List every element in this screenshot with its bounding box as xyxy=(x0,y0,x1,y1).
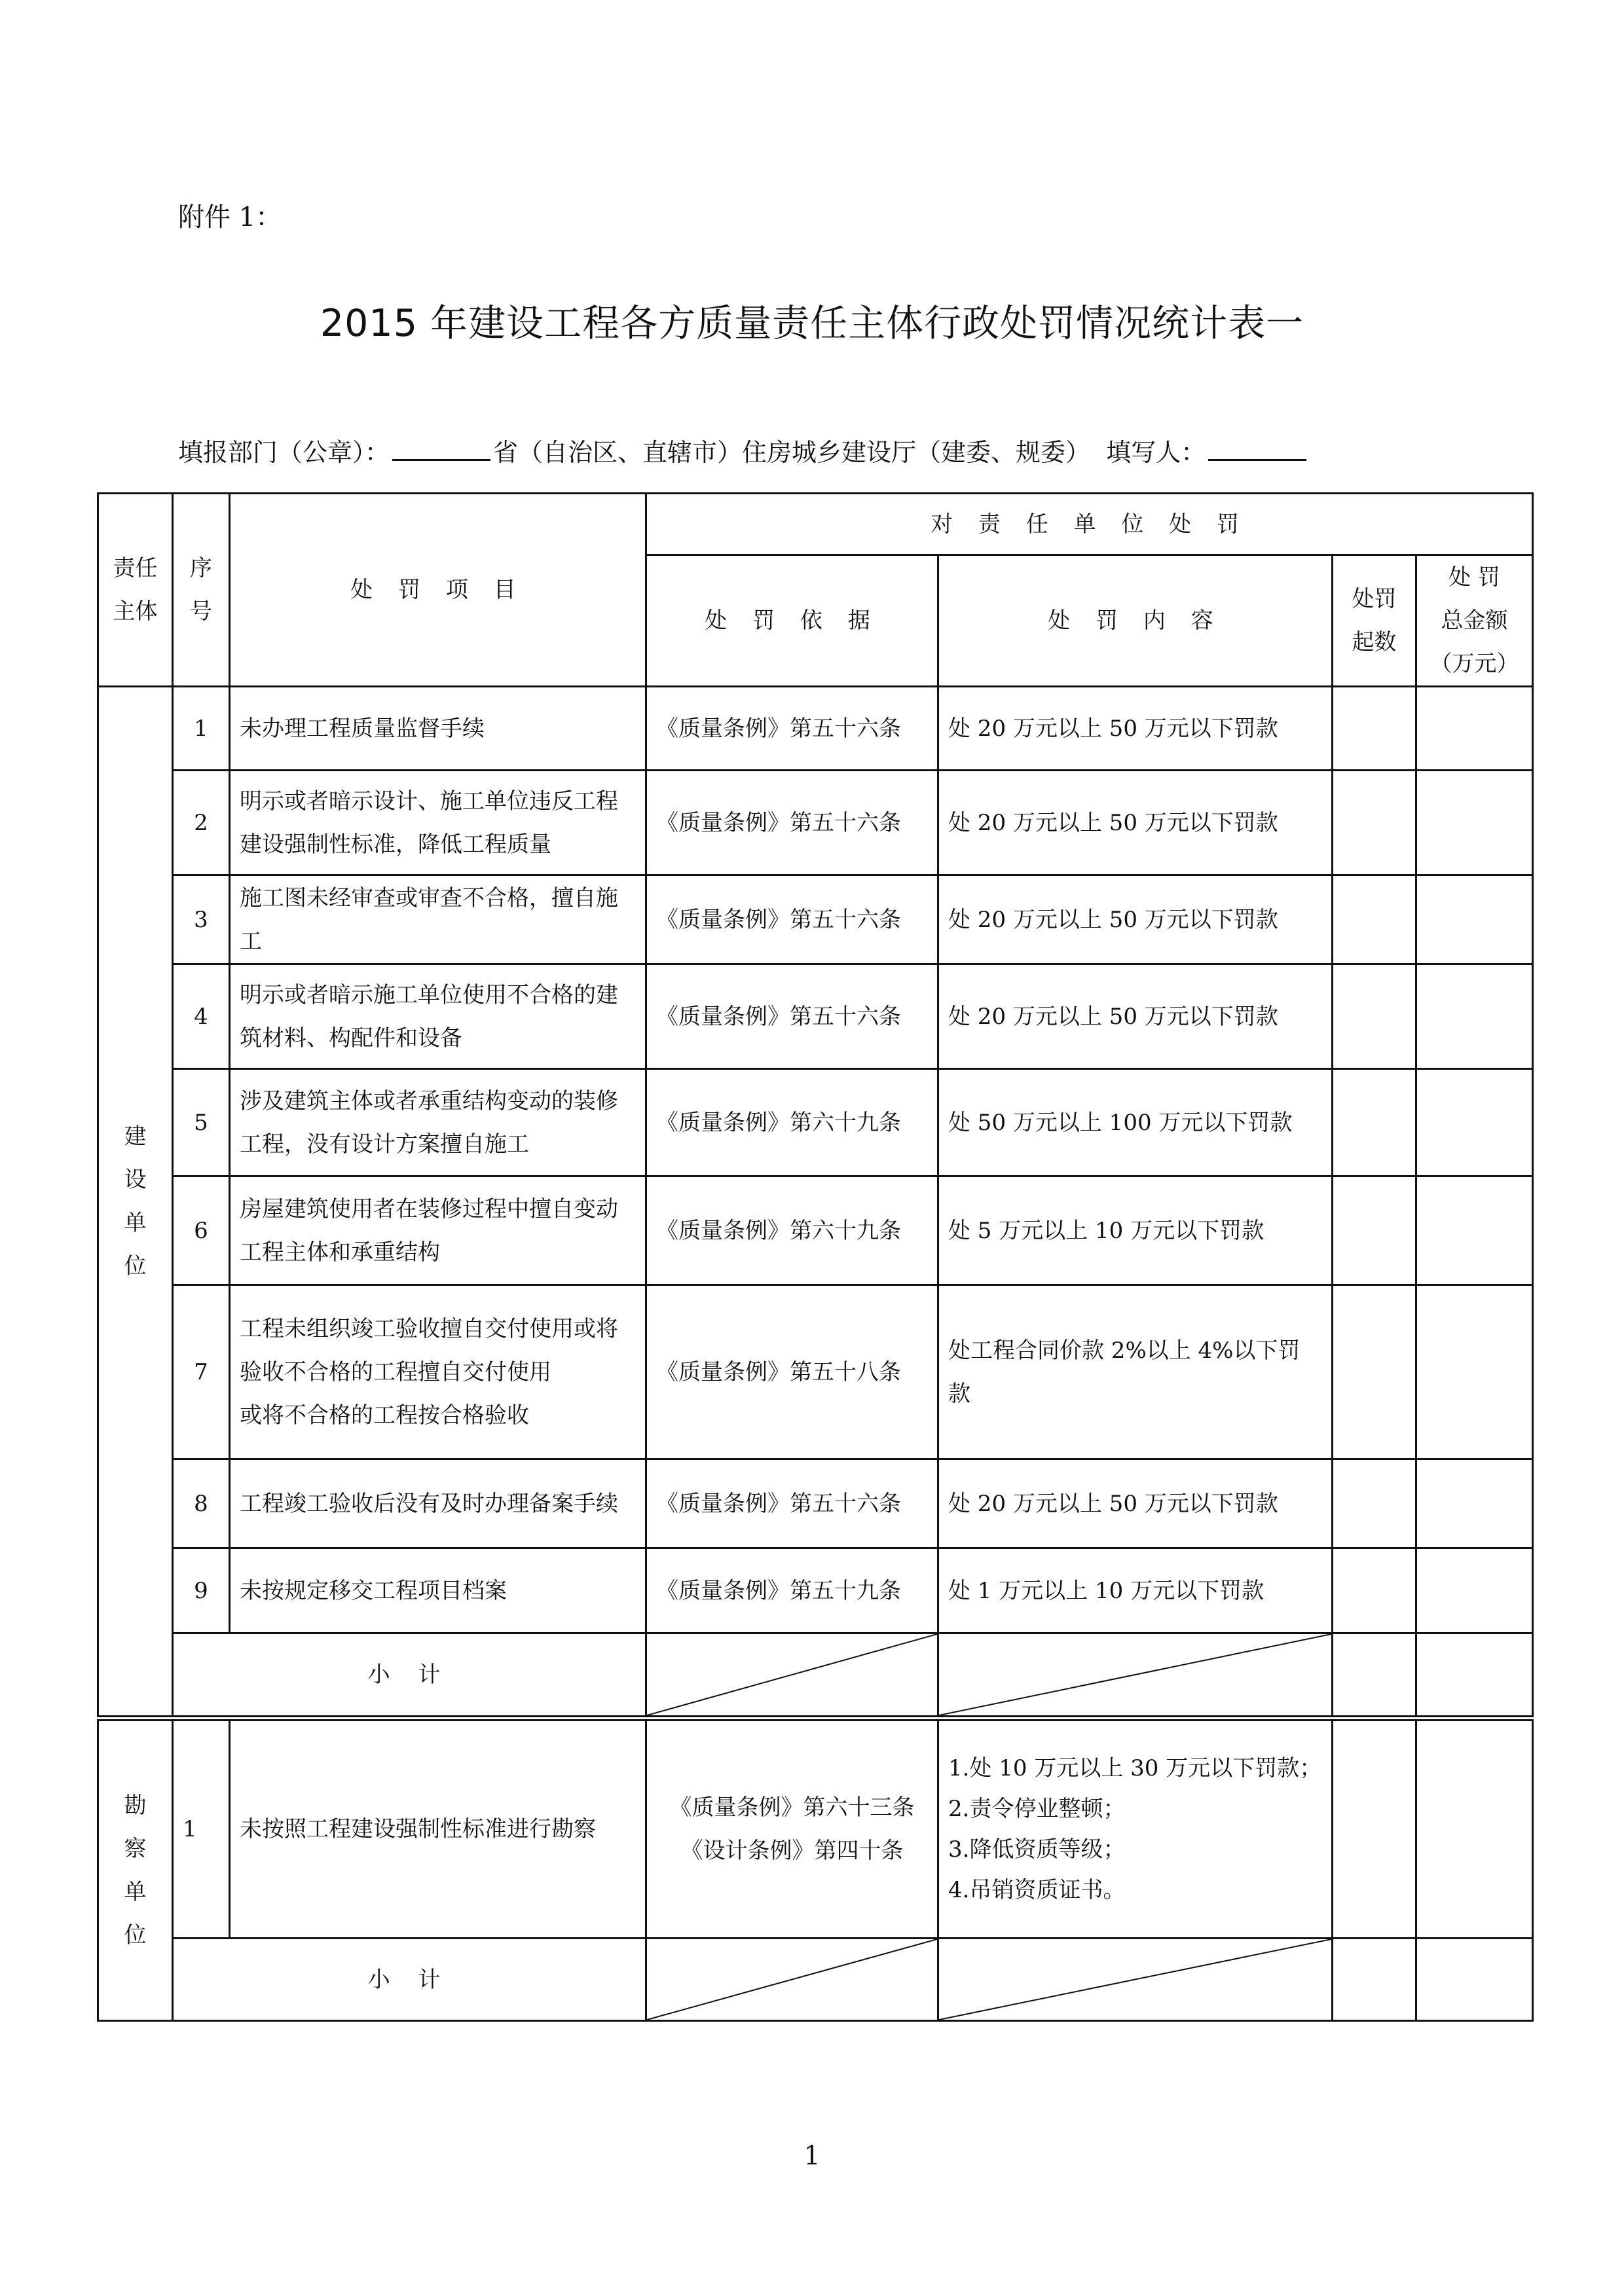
basis-cell: 《质量条例》第五十八条 xyxy=(646,1285,938,1459)
subject-char: 位 xyxy=(124,1922,147,1948)
subject-char: 位 xyxy=(124,1253,147,1279)
item-cell xyxy=(230,1285,646,1459)
seq-cell: 5 xyxy=(173,1069,230,1176)
subtotal-label: 小 计 xyxy=(173,1633,646,1719)
count-cell[interactable] xyxy=(1333,1459,1416,1548)
count-cell[interactable] xyxy=(1333,687,1416,771)
count-cell[interactable] xyxy=(1333,771,1416,875)
content-line: 3.降低资质等级； xyxy=(948,1836,1126,1863)
item-cell: 施工图未经审查或审查不合格，擅自施工 xyxy=(230,875,646,964)
item-cell: 未按规定移交工程项目档案 xyxy=(230,1548,646,1633)
seq-cell: 7 xyxy=(173,1285,230,1459)
content-cell: 处 20 万元以上 50 万元以下罚款 xyxy=(938,875,1333,964)
filler-label: 填写人： xyxy=(1106,438,1206,467)
item-cell: 未按照工程建设强制性标准进行勘察 xyxy=(230,1719,646,1939)
table-row xyxy=(98,964,1533,1069)
diagonal-cell xyxy=(646,1633,938,1719)
content-cell: 处 5 万元以上 10 万元以下罚款 xyxy=(938,1176,1333,1285)
content-cell: 处 1 万元以上 10 万元以下罚款 xyxy=(938,1548,1333,1633)
basis-cell: 《质量条例》第五十六条 xyxy=(646,687,938,771)
content-line: 2.责令停业整顿； xyxy=(948,1796,1126,1822)
header-subject: 责任 主体 xyxy=(98,494,173,687)
seq-cell: 2 xyxy=(173,771,230,875)
seq-cell: 3 xyxy=(173,875,230,964)
seq-cell: 1 xyxy=(173,1719,230,1939)
dept-blank[interactable] xyxy=(392,439,490,461)
total-cell[interactable] xyxy=(1416,1939,1533,2021)
basis-cell xyxy=(646,1719,938,1939)
total-cell[interactable] xyxy=(1416,1069,1533,1176)
count-cell[interactable] xyxy=(1333,1176,1416,1285)
header-row-1 xyxy=(98,494,1533,555)
item-cell: 房屋建筑使用者在装修过程中擅自变动工程主体和承重结构 xyxy=(230,1176,646,1285)
subject-char: 建 xyxy=(124,1123,147,1150)
basis-text-extra: 《设计条例》第四十条 xyxy=(680,1838,904,1864)
basis-cell: 《质量条例》第五十六条 xyxy=(646,964,938,1069)
page-number: 1 xyxy=(803,2141,821,2171)
diagonal-cell xyxy=(938,1633,1333,1719)
header-group: 对 责 任 单 位 处 罚 xyxy=(646,494,1533,555)
subtotal-row xyxy=(98,1633,1533,1719)
filler-blank[interactable] xyxy=(1208,439,1306,461)
content-cell: 处 20 万元以上 50 万元以下罚款 xyxy=(938,1459,1333,1548)
attachment-label: 附件 1： xyxy=(178,202,282,232)
table-row xyxy=(98,1459,1533,1548)
table-row xyxy=(98,1176,1533,1285)
count-cell[interactable] xyxy=(1333,1939,1416,2021)
dept-label: 填报部门（公章）： xyxy=(178,438,390,467)
total-cell[interactable] xyxy=(1416,1633,1533,1719)
item-text: 工程未组织竣工验收擅自交付使用或将验收不合格的工程擅自交付使用 xyxy=(240,1315,618,1385)
basis-cell: 《质量条例》第五十九条 xyxy=(646,1548,938,1633)
count-cell[interactable] xyxy=(1333,1069,1416,1176)
content-cell: 处 20 万元以上 50 万元以下罚款 xyxy=(938,964,1333,1069)
item-cell: 未办理工程质量监督手续 xyxy=(230,687,646,771)
header-seq: 序 号 xyxy=(173,494,230,687)
seq-cell: 1 xyxy=(173,687,230,771)
diagonal-slash xyxy=(939,1939,1331,2020)
table-row xyxy=(98,1069,1533,1176)
header-total: 处 罚 总金额 （万元） xyxy=(1416,555,1533,687)
header-item: 处 罚 项 目 xyxy=(230,494,646,687)
basis-cell: 《质量条例》第五十六条 xyxy=(646,771,938,875)
count-cell[interactable] xyxy=(1333,1548,1416,1633)
header-content: 处 罚 内 容 xyxy=(938,555,1333,687)
subject-cell-build xyxy=(98,687,173,1719)
seq-cell: 9 xyxy=(173,1548,230,1633)
diagonal-cell xyxy=(646,1939,938,2021)
total-cell[interactable] xyxy=(1416,771,1533,875)
basis-cell: 《质量条例》第五十六条 xyxy=(646,1459,938,1548)
total-cell[interactable] xyxy=(1416,1176,1533,1285)
table-row xyxy=(98,771,1533,875)
basis-cell: 《质量条例》第六十九条 xyxy=(646,1176,938,1285)
item-cell: 明示或者暗示设计、施工单位违反工程建设强制性标准，降低工程质量 xyxy=(230,771,646,875)
diagonal-slash xyxy=(647,1634,937,1715)
seq-cell: 4 xyxy=(173,964,230,1069)
content-cell: 处工程合同价款 2%以上 4%以下罚款 xyxy=(938,1285,1333,1459)
total-cell[interactable] xyxy=(1416,1459,1533,1548)
diagonal-slash xyxy=(939,1634,1331,1715)
table-row xyxy=(98,875,1533,964)
total-cell[interactable] xyxy=(1416,964,1533,1069)
item-text-extra: 或将不合格的工程按合格验收 xyxy=(240,1402,529,1429)
seq-cell: 6 xyxy=(173,1176,230,1285)
total-cell[interactable] xyxy=(1416,1548,1533,1633)
header-count: 处罚 起数 xyxy=(1333,555,1416,687)
item-cell: 工程竣工验收后没有及时办理备案手续 xyxy=(230,1459,646,1548)
table-row xyxy=(98,1285,1533,1459)
table-row xyxy=(98,1548,1533,1633)
table-row xyxy=(98,687,1533,771)
total-cell[interactable] xyxy=(1416,1285,1533,1459)
content-cell: 处 20 万元以上 50 万元以下罚款 xyxy=(938,771,1333,875)
penalty-table xyxy=(97,492,1534,2022)
content-cell: 处 20 万元以上 50 万元以下罚款 xyxy=(938,687,1333,771)
count-cell[interactable] xyxy=(1333,1633,1416,1719)
subject-char: 设 xyxy=(124,1167,147,1193)
subtotal-row xyxy=(98,1939,1533,2021)
content-line: 1.处 10 万元以上 30 万元以下罚款； xyxy=(948,1755,1322,1781)
basis-cell: 《质量条例》第五十六条 xyxy=(646,875,938,964)
content-line: 4.吊销资质证书。 xyxy=(948,1877,1126,1903)
count-cell[interactable] xyxy=(1333,1285,1416,1459)
subject-char: 单 xyxy=(124,1879,147,1905)
total-cell[interactable] xyxy=(1416,875,1533,964)
header-basis: 处 罚 依 据 xyxy=(646,555,938,687)
diagonal-cell xyxy=(938,1939,1333,2021)
province-text: 省（自治区、直辖市）住房城乡建设厅（建委、规委） xyxy=(493,438,1091,467)
content-cell xyxy=(938,1719,1333,1939)
total-cell[interactable] xyxy=(1416,1719,1533,1939)
page-title: 2015 年建设工程各方质量责任主体行政处罚情况统计表一 xyxy=(320,302,1304,345)
diagonal-slash xyxy=(647,1939,937,2020)
subject-cell-survey xyxy=(98,1719,173,2021)
count-cell[interactable] xyxy=(1333,1719,1416,1939)
item-cell: 涉及建筑主体或者承重结构变动的装修工程，没有设计方案擅自施工 xyxy=(230,1069,646,1176)
seq-cell: 8 xyxy=(173,1459,230,1548)
basis-text: 《质量条例》第六十三条 xyxy=(669,1795,915,1821)
item-cell: 明示或者暗示施工单位使用不合格的建筑材料、构配件和设备 xyxy=(230,964,646,1069)
table-row xyxy=(98,1719,1533,1939)
total-cell[interactable] xyxy=(1416,687,1533,771)
fill-info-line xyxy=(178,432,1309,468)
basis-cell: 《质量条例》第六十九条 xyxy=(646,1069,938,1176)
subtotal-label: 小 计 xyxy=(173,1939,646,2021)
subject-char: 察 xyxy=(124,1836,147,1862)
subject-char: 单 xyxy=(124,1210,147,1236)
count-cell[interactable] xyxy=(1333,875,1416,964)
count-cell[interactable] xyxy=(1333,964,1416,1069)
content-cell: 处 50 万元以上 100 万元以下罚款 xyxy=(938,1069,1333,1176)
subject-char: 勘 xyxy=(124,1793,147,1819)
